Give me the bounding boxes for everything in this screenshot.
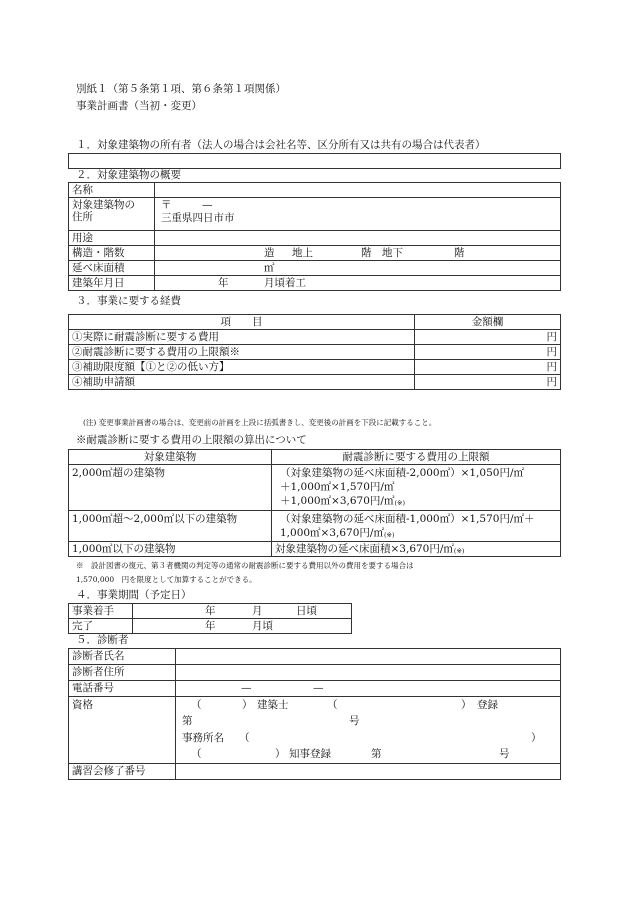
limit-amount-header: 耐震診断に要する費用の上限額 — [272, 450, 561, 465]
phone-dash-1: — — [241, 682, 252, 694]
architect-paren-close: ） — [242, 699, 253, 711]
note-additional-costs-2: 1,570,000 円を限度として加算することができる。 — [76, 575, 257, 584]
course-completion-label: 講習会修了番号 — [69, 764, 176, 780]
limit-table — [68, 449, 561, 557]
built-month-unit: 月頃着工 — [264, 276, 306, 289]
address-city: 三重県四日市市 — [161, 212, 235, 224]
phone-label: 電話番号 — [69, 681, 176, 697]
diagnostician-name-label: 診断者氏名 — [69, 649, 176, 665]
limit-building-under1000: 1,000㎡以下の建築物 — [69, 542, 272, 557]
address-label — [69, 198, 155, 231]
diagnostician-table — [68, 648, 561, 780]
expense-amount-limit[interactable]: 円 — [415, 345, 561, 360]
structure-zo: 造 — [264, 246, 275, 259]
section5-heading: ５．診断者 — [76, 634, 129, 646]
architect-label: 建築士 — [257, 699, 289, 711]
limit-heading: ※耐震診断に要する費用の上限額の算出について — [76, 434, 307, 446]
postal-dash: — — [202, 199, 213, 211]
diagnostician-address-field[interactable] — [176, 665, 561, 681]
architect-number-prefix: 第 — [182, 715, 193, 727]
registration-label: 登録 — [477, 699, 498, 711]
phone-dash-2: — — [313, 682, 324, 694]
built-year-unit: 年 — [218, 276, 229, 289]
governor-number-prefix: 第 — [371, 748, 382, 760]
office-paren-open: （ — [239, 732, 250, 744]
course-completion-field[interactable] — [176, 764, 561, 780]
registry-paren-close: ） — [461, 699, 472, 711]
start-date-field[interactable] — [133, 604, 352, 619]
completion-label: 完了 — [69, 619, 133, 634]
expenses-table — [68, 314, 561, 390]
use-field[interactable] — [155, 231, 561, 246]
expense-item-header: 項 目 — [69, 315, 415, 330]
limit-building-header: 対象建築物 — [69, 450, 272, 465]
expense-row-actual: ①実際に耐震診断に要する費用 — [69, 330, 415, 345]
postal-mark: 〒 — [161, 199, 172, 211]
governor-paren-close: ） — [275, 748, 286, 760]
use-label: 用途 — [69, 231, 155, 246]
architect-paren-open: （ — [191, 699, 202, 711]
formula-line: 対象建築物の延べ床面積×3,670円/㎡ — [275, 542, 454, 555]
structure-label: 構造・階数 — [69, 246, 155, 261]
diagnostician-address-label: 診断者住所 — [69, 665, 176, 681]
diagnostician-name-field[interactable] — [176, 649, 561, 665]
governor-registration-label: 知事登録 — [289, 748, 331, 760]
office-paren-close: ） — [531, 732, 542, 744]
schedule-table — [68, 603, 352, 634]
expense-amount-actual[interactable]: 円 — [415, 330, 561, 345]
expense-amount-application[interactable]: 円 — [415, 375, 561, 390]
structure-above-label: 地上 — [292, 246, 313, 259]
expense-row-limit: ②耐震診断に要する費用の上限額※ — [69, 345, 415, 360]
completion-month-unit: 月頃 — [252, 619, 273, 632]
limit-building-over2000: 2,000㎡超の建築物 — [69, 465, 272, 511]
start-year-unit: 年 — [205, 604, 216, 617]
structure-below-label: 地下 — [382, 246, 403, 259]
structure-floors-below: 階 — [454, 246, 465, 259]
owner-field[interactable] — [69, 154, 561, 169]
note-mark: (※) — [394, 499, 405, 507]
registry-paren-open: （ — [327, 699, 338, 711]
expense-amount-subsidy-cap[interactable]: 円 — [415, 360, 561, 375]
formula-line: （対象建築物の延べ床面積-2,000㎡）×1,050円/㎡ — [280, 467, 525, 479]
expense-row-subsidy-cap: ③補助限度額【①と②の低い方】 — [69, 360, 415, 375]
note-mark: (※) — [453, 546, 465, 555]
note-mark: (※) — [383, 531, 395, 539]
note-additional-costs-1: ※ 設計図書の復元、第３者機関の判定等の通常の耐震診断に要する費用以外の費用を要する場合は — [76, 561, 414, 570]
address-field[interactable] — [155, 198, 561, 231]
floor-area-label: 延べ床面積 — [69, 261, 155, 276]
section2-heading: ２．対象建築物の概要 — [76, 169, 181, 181]
attachment-label: 別紙１（第５条第１項、第６条第１項関係） — [76, 83, 286, 95]
limit-building-1000-2000: 1,000㎡超～2,000㎡以下の建築物 — [69, 511, 272, 542]
formula-line: （対象建築物の延べ床面積-1,000㎡）×1,570円/㎡＋ — [280, 513, 535, 525]
start-month-unit: 月 — [252, 604, 263, 617]
start-label: 事業着手 — [69, 604, 133, 619]
qualification-label: 資格 — [69, 697, 176, 764]
formula-line: 1,000㎡×3,670円/㎡ — [280, 527, 384, 539]
section3-heading: ３．事業に要する経費 — [76, 295, 181, 307]
built-date-field[interactable] — [155, 276, 561, 291]
building-overview-table — [68, 182, 561, 291]
name-field[interactable] — [155, 183, 561, 198]
floor-area-unit: ㎡ — [264, 261, 275, 274]
start-day-unit: 日頃 — [296, 604, 317, 617]
document-title: 事業計画書（当初・変更） — [76, 100, 202, 112]
expense-row-application: ④補助申請額 — [69, 375, 415, 390]
structure-floors-above: 階 — [361, 246, 372, 259]
qualification-field[interactable] — [176, 697, 561, 764]
limit-formula-1000-2000 — [272, 511, 561, 542]
limit-formula-under1000 — [272, 542, 561, 557]
owner-table — [68, 153, 561, 169]
formula-line: ＋1,000㎡×1,570円/㎡ — [280, 481, 395, 493]
expense-amount-header: 金額欄 — [415, 315, 561, 330]
note-change-plan: (注) 変更事業計画書の場合は、変更前の計画を上段に括弧書きし、変更後の計画を下段に記載すること。 — [83, 418, 437, 427]
completion-date-field[interactable] — [133, 619, 352, 634]
address-label-line2: 住所 — [72, 211, 93, 224]
section1-heading: １．対象建築物の所有者（法人の場合は会社名等、区分所有又は共有の場合は代表者） — [76, 139, 486, 151]
office-name-label: 事務所名 — [182, 732, 224, 744]
name-label: 名称 — [69, 183, 155, 198]
structure-field[interactable] — [155, 246, 561, 261]
limit-formula-over2000 — [272, 465, 561, 511]
completion-year-unit: 年 — [205, 619, 216, 632]
architect-number-suffix: 号 — [349, 715, 360, 727]
phone-field[interactable] — [176, 681, 561, 697]
floor-area-field[interactable] — [155, 261, 561, 276]
section4-heading: ４．事業期間（予定日） — [76, 589, 192, 601]
governor-paren-open: （ — [191, 748, 202, 760]
governor-number-suffix: 号 — [499, 748, 510, 760]
address-label-line1: 対象建築物の — [72, 199, 135, 211]
formula-line: ＋1,000㎡×3,670円/㎡ — [280, 495, 395, 507]
built-date-label: 建築年月日 — [69, 276, 155, 291]
